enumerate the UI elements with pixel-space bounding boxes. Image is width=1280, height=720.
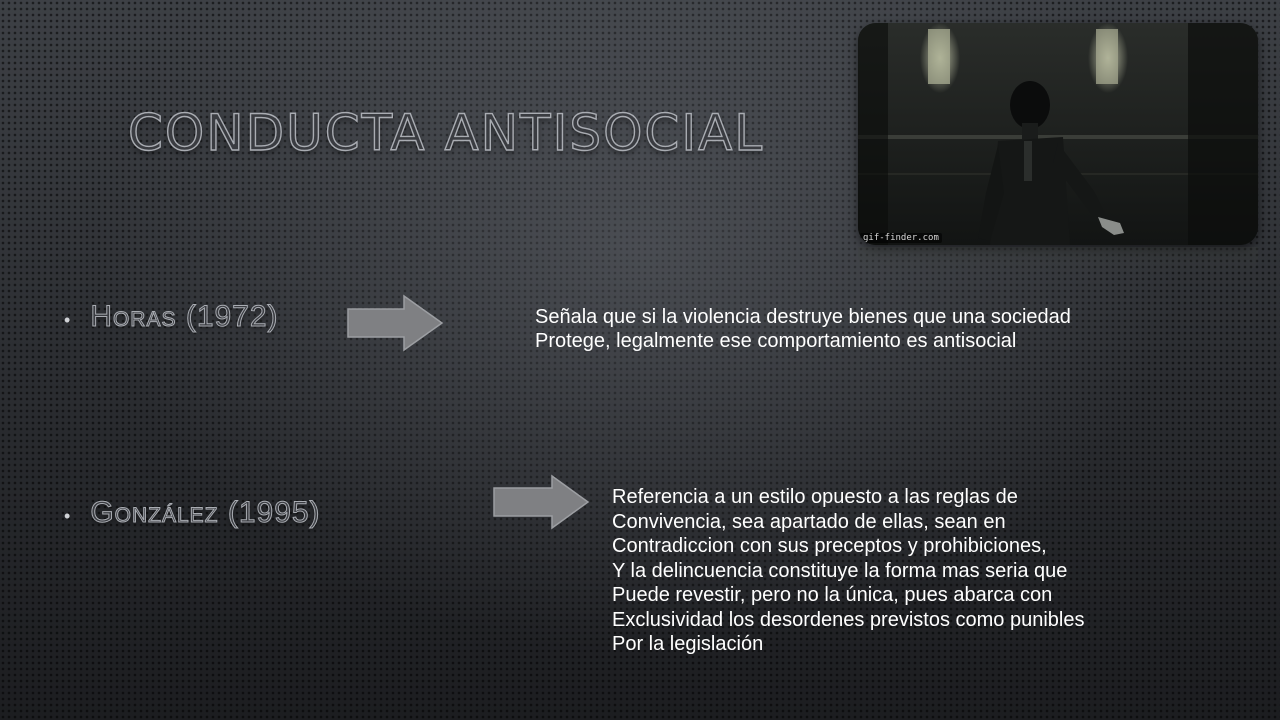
photo-illustration: [858, 23, 1258, 245]
image-watermark: gif-finder.com: [860, 233, 942, 243]
description-line: Protege, legalmente ese comportamiento es antisocial: [535, 330, 1017, 352]
description-line: Puede revestir, pero no la única, pues abarca con: [612, 584, 1053, 606]
bullet-item-gonzalez: [64, 496, 321, 530]
bullet-item-horas: [64, 300, 279, 334]
description-line: Convivencia, sea apartado de ellas, sean en: [612, 510, 1006, 533]
right-arrow-icon: [492, 474, 592, 530]
bullet-dot-icon: •: [64, 506, 71, 526]
bullet-label: Horas (1972): [90, 300, 279, 333]
description-horas: [535, 305, 1071, 353]
description-line: Y la delincuencia constituye la forma mas seria que: [612, 559, 1068, 582]
photo-gunman: [858, 23, 1258, 245]
description-line: Exclusividad los desordenes previstos como punibles: [612, 608, 1085, 631]
bullet-dot-icon: •: [64, 310, 71, 330]
description-line: Contradiccion con sus preceptos y prohibiciones,: [612, 535, 1047, 557]
bullet-label: González (1995): [90, 496, 321, 529]
description-line: Referencia a un estilo opuesto a las reglas de: [612, 486, 1018, 508]
description-gonzalez: [612, 485, 1084, 657]
photo-reflection: [858, 247, 1258, 275]
slide-title: CONDUCTA ANTISOCIAL: [128, 104, 765, 162]
right-arrow-icon: [346, 294, 446, 352]
description-line: Por la legislación: [612, 633, 764, 655]
description-line: Señala que si la violencia destruye bienes que una sociedad: [535, 306, 1071, 328]
